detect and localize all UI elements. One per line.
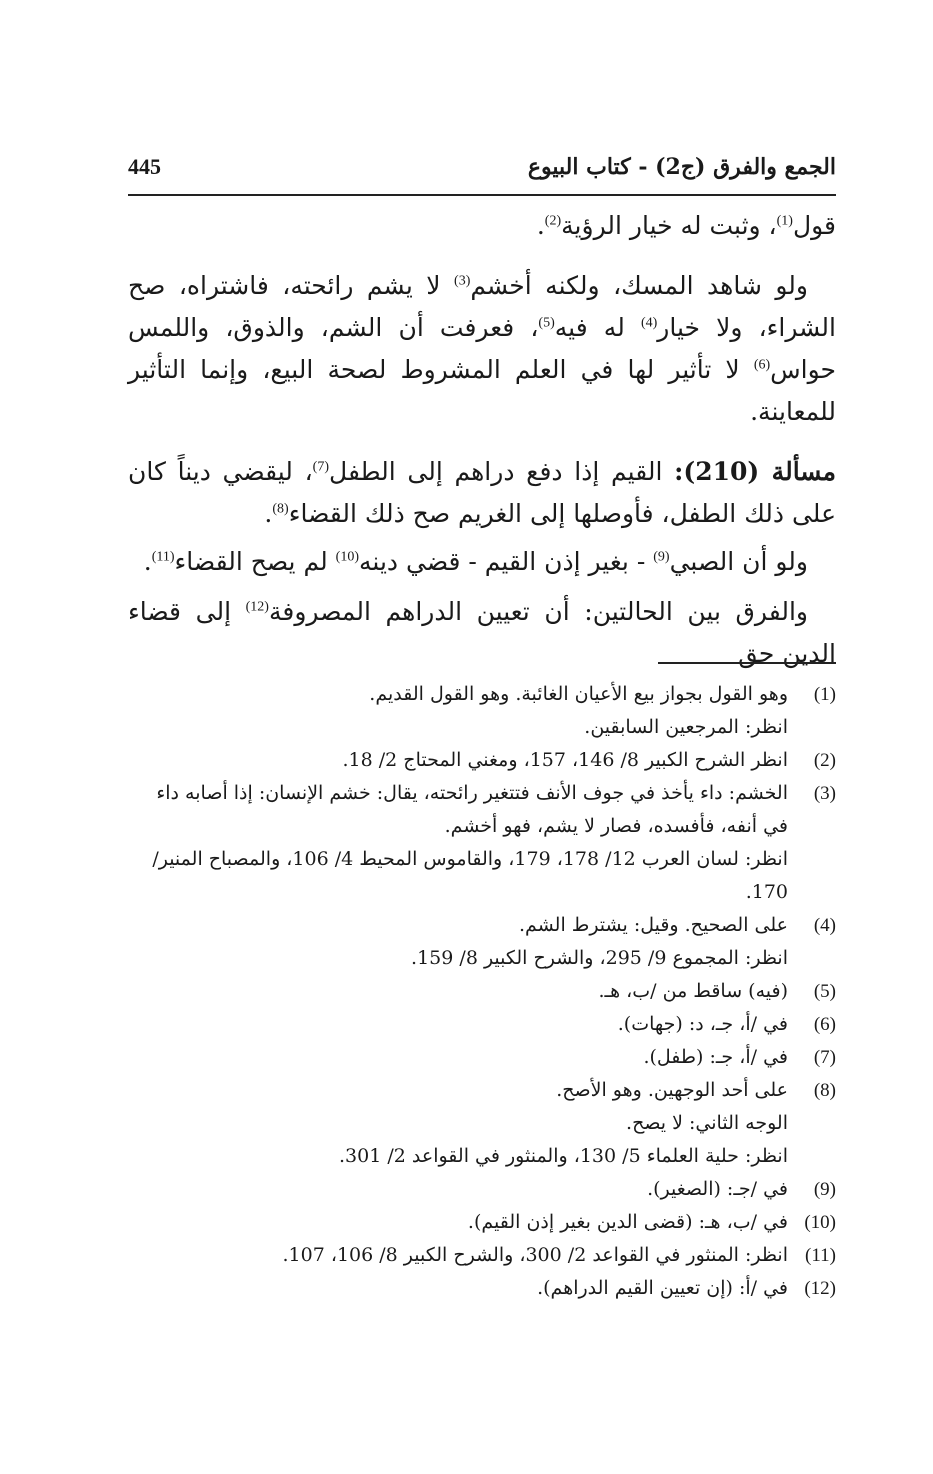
footnote-number: (4)	[813, 915, 836, 936]
text-run: إلى قضاء الدين حق	[128, 597, 836, 668]
running-title: الجمع والفرق (ج2) - كتاب البيوع	[527, 154, 836, 180]
text-run: القيم إذا دفع دراهم إلى الطفل	[329, 457, 675, 486]
text-run: ولو شاهد المسك، ولكنه أخشم	[470, 271, 808, 300]
footnote	[128, 909, 836, 975]
footnote	[128, 1206, 836, 1239]
running-header	[128, 150, 836, 192]
footnote-line: الخشم: داء يأخذ في جوف الأنف فتتغير رائحته، يقال: خشم الإنسان: إذا أصابه داء في أنفه، فأفسده، فصار لا يشم، فهو أخشم.	[156, 782, 788, 837]
footnote-text	[128, 777, 788, 909]
footnote-line: الوجه الثاني: لا يصح.	[626, 1112, 788, 1134]
footnote-ref: (12)	[245, 599, 269, 615]
footnote-number: (10)	[804, 1212, 836, 1233]
footnote-text	[128, 1206, 788, 1239]
page-number: 445	[128, 154, 161, 179]
footnote-text	[128, 909, 788, 975]
text-run: له فيه	[554, 313, 641, 342]
text-run: ، فعرفت أن الشم، والذوق، واللمس حواس	[128, 313, 836, 384]
footnote-text	[128, 1074, 788, 1173]
text-run: ، وثبت له خيار الرؤية	[561, 211, 777, 240]
text-run: .	[264, 499, 273, 528]
footnote-line: في /أ، جـ، د: (جهات).	[617, 1013, 788, 1035]
footnote-number: (5)	[813, 981, 836, 1002]
footnote-line: في /جـ: (الصغير).	[647, 1178, 788, 1200]
footnote-text	[128, 1239, 788, 1272]
text-run: قول	[792, 211, 836, 240]
footnote-ref: (5)	[538, 315, 555, 331]
footnote-line: في /أ: (إن تعيين القيم الدراهم).	[537, 1277, 788, 1299]
footnote-ref: (6)	[753, 357, 771, 373]
footnote-line: في /ب، هـ: (قضى الدين بغير إذن القيم).	[467, 1211, 788, 1233]
paragraph	[128, 451, 836, 535]
footnote-line: وهو القول بجواز بيع الأعيان الغائبة. وهو القول القديم.	[369, 683, 788, 705]
footnote-ref: (9)	[653, 549, 670, 565]
footnote-ref: (7)	[312, 459, 330, 475]
footnote-ref: (2)	[544, 213, 562, 229]
footnote-text	[128, 1008, 788, 1041]
footnote-ref: (11)	[151, 549, 175, 565]
footnote	[128, 1239, 836, 1272]
text-run: ، ليقضي ديناً كان على ذلك الطفل، فأوصلها إلى الغريم صح ذلك القضاء	[128, 457, 836, 528]
footnote-text	[128, 975, 788, 1008]
footnote-text	[128, 678, 788, 744]
text-run: - بغير إذن القيم - قضي دينه	[359, 547, 654, 576]
footnote-number: (12)	[804, 1278, 836, 1299]
footnote	[128, 1074, 836, 1173]
footnote-line: انظر: المرجعين السابقين.	[584, 716, 788, 738]
text-run: لا يشم رائحته، فاشتراه، صح الشراء، ولا خيار	[128, 271, 836, 342]
footnote-number: (9)	[813, 1179, 836, 1200]
footnote-text	[128, 1272, 788, 1305]
footnote	[128, 1173, 836, 1206]
footnote-line: انظر: المنثور في القواعد 2/ 300، والشرح الكبير 8/ 106، 107.	[282, 1244, 788, 1266]
footnote	[128, 744, 836, 777]
footnote-number: (8)	[813, 1080, 836, 1101]
text-run: ولو أن الصبي	[669, 547, 808, 576]
footnote	[128, 777, 836, 909]
footnote-number: (11)	[805, 1245, 836, 1266]
footnote-text	[128, 1041, 788, 1074]
footnote	[128, 975, 836, 1008]
footnote-ref: (10)	[335, 549, 359, 565]
footnote-line: انظر: المجموع 9/ 295، والشرح الكبير 8/ 159.	[411, 947, 788, 969]
footnote	[128, 1008, 836, 1041]
footnote-ref: (4)	[640, 315, 658, 331]
footnotes	[128, 678, 836, 1305]
footnote-line: انظر الشرح الكبير 8/ 146، 157، ومغني المحتاج 2/ 18.	[342, 749, 788, 771]
text-run: .	[536, 211, 545, 240]
footnote-ref: (3)	[454, 273, 471, 289]
footnote-text	[128, 1173, 788, 1206]
text-run: لم يصح القضاء	[174, 547, 336, 576]
footnote-line: (فيه) ساقط من /ب، هـ.	[598, 980, 788, 1002]
footnote-number: (6)	[813, 1014, 836, 1035]
footnote-line: على الصحيح. وقيل: يشترط الشم.	[519, 914, 788, 936]
paragraph	[128, 541, 836, 583]
main-text	[128, 205, 836, 675]
paragraph	[128, 205, 836, 247]
footnote	[128, 1041, 836, 1074]
footnote-number: (7)	[813, 1047, 836, 1068]
paragraph	[128, 265, 836, 433]
text-run: لا تأثير لها في العلم المشروط لصحة البيع، وإنما التأثير للمعاينة.	[128, 355, 836, 426]
footnote	[128, 678, 836, 744]
text-run: .	[143, 547, 152, 576]
footnote-ref: (8)	[272, 501, 289, 517]
footnote-line: انظر: لسان العرب 12/ 178، 179، والقاموس المحيط 4/ 106، والمصباح المنير/ 170.	[152, 848, 788, 903]
footnote-rule	[658, 662, 836, 664]
footnote-text	[128, 744, 788, 777]
footnote-line: في /أ، جـ: (طفل).	[643, 1046, 788, 1068]
issue-label: مسألة (210):	[674, 457, 837, 486]
footnote-line: على أحد الوجهين. وهو الأصح.	[556, 1079, 788, 1101]
text-run: والفرق بين الحالتين: أن تعيين الدراهم المصروفة	[268, 597, 808, 626]
footnote-number: (2)	[813, 750, 836, 771]
header-rule	[128, 194, 836, 196]
footnote	[128, 1272, 836, 1305]
footnote-number: (3)	[813, 783, 836, 804]
footnote-line: انظر: حلية العلماء 5/ 130، والمنثور في القواعد 2/ 301.	[339, 1145, 788, 1167]
footnote-number: (1)	[813, 684, 836, 705]
footnote-ref: (1)	[776, 213, 793, 229]
